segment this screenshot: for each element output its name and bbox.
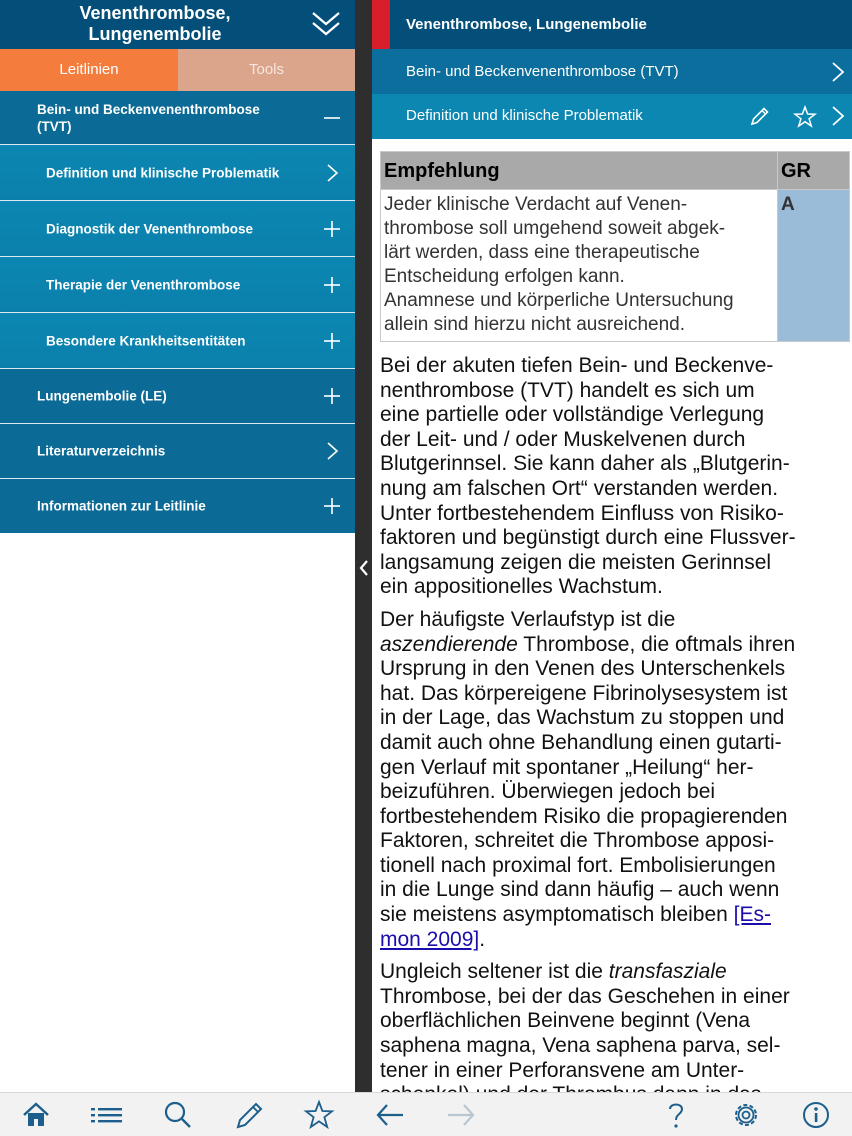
pencil-icon[interactable] bbox=[749, 105, 771, 127]
nav-item-label: Definition und klinische Problematik bbox=[46, 165, 280, 180]
nav-item-tvt[interactable] bbox=[0, 91, 355, 145]
collapse-pane-chevron-icon[interactable] bbox=[357, 555, 371, 581]
star-icon[interactable] bbox=[793, 105, 817, 128]
text-line: faktoren und begünstigt durch eine Flussver- bbox=[380, 526, 796, 550]
table-row bbox=[381, 190, 850, 342]
help-icon[interactable] bbox=[660, 1099, 692, 1131]
section-title: Definition und klinische Problematik bbox=[406, 107, 643, 124]
text-line: langsamung zeigen die meisten Gerinnsel bbox=[380, 550, 772, 574]
text-line: Ursprung in den Venen des Unterschenkels bbox=[380, 657, 786, 681]
emphasis-text: aszendierende bbox=[380, 632, 518, 656]
text-line: saphena magna, Vena saphena parva, sel- bbox=[380, 1034, 781, 1058]
text-line: in die Lunge sind dann häufig – auch wenn bbox=[380, 878, 780, 902]
emphasis-text: transfasziale bbox=[608, 960, 727, 984]
text-line: nenthrombose (TVT) handelt es sich um bbox=[380, 378, 755, 402]
text-line: Entscheidung erfolgen kann. bbox=[384, 266, 625, 287]
nav-item-literatur[interactable] bbox=[0, 424, 355, 479]
home-icon[interactable] bbox=[20, 1099, 52, 1131]
navigation-pane bbox=[0, 0, 355, 1092]
split-divider bbox=[355, 0, 372, 1092]
grade-cell: A bbox=[778, 190, 850, 342]
text-line: Unter fortbestehendem Einfluss von Risiko- bbox=[380, 501, 784, 525]
left-header bbox=[0, 0, 355, 49]
text-line: nung am falschen Ort“ verstanden werden. bbox=[380, 476, 779, 500]
search-icon[interactable] bbox=[162, 1099, 194, 1131]
breadcrumb[interactable] bbox=[372, 49, 852, 94]
nav-item-label: Bein- und Beckenvenenthrombose (TVT) bbox=[37, 101, 260, 134]
text-line: gen Verlauf mit spontaner „Heilung“ her- bbox=[380, 755, 754, 779]
chevron-right-icon bbox=[830, 61, 846, 83]
info-icon[interactable] bbox=[800, 1099, 832, 1131]
table-header-empfehlung: Empfehlung bbox=[381, 152, 778, 190]
nav-item-label: Diagnostik der Venenthrombose bbox=[46, 221, 254, 236]
recommendation-table bbox=[380, 151, 850, 342]
text-line: Blutgerinnsel. Sie kann daher als „Blutgerin- bbox=[380, 452, 790, 476]
back-arrow-icon[interactable] bbox=[374, 1099, 406, 1131]
text-line: Anamnese und körperliche Untersuchung bbox=[384, 290, 734, 311]
plus-icon bbox=[322, 496, 342, 516]
nav-item-label: Literaturverzeichnis bbox=[37, 443, 166, 459]
text-line: in der Lage, das Wachstum zu stoppen und bbox=[380, 706, 785, 730]
text-line: eine partielle oder vollständige Verlegung bbox=[380, 403, 765, 427]
citation-link[interactable]: [Es- bbox=[733, 903, 772, 927]
text-line: thrombose soll umgehend soweit abgek- bbox=[384, 218, 726, 239]
text-line: Faktoren, schreitet die Thrombose apposi- bbox=[380, 829, 775, 853]
text-line: Der häufigste Verlaufstyp ist die bbox=[380, 607, 676, 631]
left-title: Venenthrombose, Lungenembolie bbox=[79, 3, 231, 44]
text-line: hat. Das körpereigene Fibrinolysesystem ist bbox=[380, 681, 788, 705]
nav-item-label: Informationen zur Leitlinie bbox=[37, 498, 206, 514]
plus-icon bbox=[322, 331, 342, 351]
pencil-icon[interactable] bbox=[234, 1099, 266, 1131]
nav-item-definition[interactable] bbox=[0, 145, 355, 201]
chevron-right-icon[interactable] bbox=[830, 105, 846, 127]
text-line: tionell nach proximal fort. Embolisierungen bbox=[380, 853, 776, 877]
paragraph bbox=[380, 608, 850, 952]
text-line: der Leit- und / oder Muskelvenen durch bbox=[380, 427, 746, 451]
text-line: Ungleich seltener ist die bbox=[380, 960, 609, 984]
content-pane bbox=[372, 0, 852, 1092]
content-header bbox=[372, 0, 852, 49]
text-line: beizuführen. Überwiegen jedoch bei bbox=[380, 780, 716, 804]
text-line: sie meistens asymptomatisch bleiben bbox=[380, 903, 734, 927]
text-line: Jeder klinische Verdacht auf Venen- bbox=[384, 194, 688, 215]
content-title: Venenthrombose, Lungenembolie bbox=[406, 16, 647, 33]
list-icon[interactable] bbox=[90, 1099, 122, 1131]
bottom-toolbar bbox=[0, 1092, 852, 1136]
settings-icon[interactable] bbox=[730, 1099, 762, 1131]
table-header-gr: GR bbox=[778, 152, 850, 190]
paragraph bbox=[380, 960, 850, 1108]
text-line: fortbestehendem Risiko die propagierenden bbox=[380, 804, 788, 828]
text-line: tener in einer Perforansvene am Unter- bbox=[380, 1058, 745, 1082]
plus-icon bbox=[322, 386, 342, 406]
nav-item-therapie[interactable] bbox=[0, 257, 355, 313]
text-line: Thrombose, bei der das Geschehen in einer bbox=[380, 984, 790, 1008]
nav-item-lungenembolie[interactable] bbox=[0, 369, 355, 424]
tab-tools[interactable]: Tools bbox=[178, 49, 355, 91]
nav-item-label: Therapie der Venenthrombose bbox=[46, 277, 241, 292]
nav-item-diagnostik[interactable] bbox=[0, 201, 355, 257]
guideline-color-marker bbox=[372, 0, 390, 49]
text-line: lärt werden, dass eine therapeutische bbox=[384, 242, 700, 263]
nav-item-besondere[interactable] bbox=[0, 313, 355, 369]
text-line: damit auch ohne Behandlung einen gutarti- bbox=[380, 730, 782, 754]
paragraph bbox=[380, 354, 850, 600]
forward-arrow-icon[interactable] bbox=[445, 1099, 477, 1131]
section-header bbox=[372, 94, 852, 139]
nav-item-label: Besondere Krankheitsentitäten bbox=[46, 333, 246, 348]
citation-link[interactable]: mon 2009] bbox=[380, 927, 480, 951]
collapse-chevrons-icon[interactable] bbox=[310, 10, 342, 40]
segmented-control bbox=[0, 49, 355, 91]
plus-icon bbox=[322, 275, 342, 295]
chevron-right-icon bbox=[322, 441, 342, 461]
nav-item-label: Lungenembolie (LE) bbox=[37, 388, 167, 404]
minus-icon bbox=[322, 108, 342, 128]
star-icon[interactable] bbox=[303, 1099, 335, 1131]
nav-item-informationen[interactable] bbox=[0, 479, 355, 533]
breadcrumb-label: Bein- und Beckenvenenthrombose (TVT) bbox=[406, 63, 679, 80]
text-line: oberflächlichen Beinvene beginnt (Vena bbox=[380, 1009, 751, 1033]
text-line: Thrombose, die oftmals ihren bbox=[517, 632, 796, 656]
text-line: ein appositionelles Wachstum. bbox=[380, 575, 663, 599]
recommendation-text bbox=[381, 190, 778, 342]
article-body bbox=[380, 151, 850, 1108]
text-line: allein sind hierzu nicht ausreichend. bbox=[384, 314, 686, 335]
text-line: Bei der akuten tiefen Bein- und Beckenve- bbox=[380, 354, 774, 377]
plus-icon bbox=[322, 219, 342, 239]
chevron-right-icon bbox=[322, 163, 342, 183]
text-line: . bbox=[479, 927, 486, 951]
tab-leitlinien[interactable]: Leitlinien bbox=[0, 49, 178, 91]
